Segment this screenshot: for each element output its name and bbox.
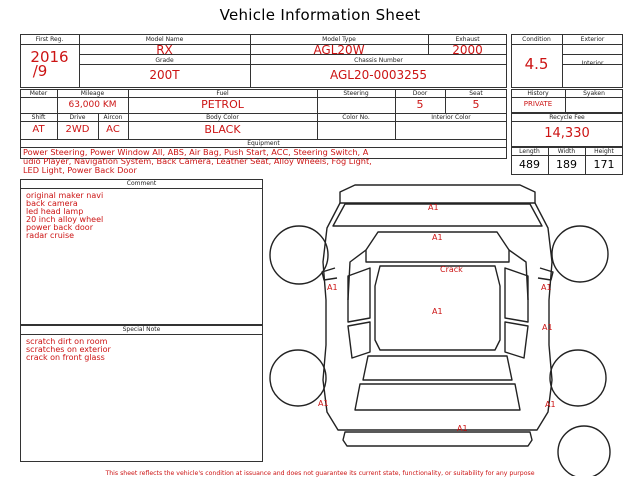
rear-hatch-outline	[355, 384, 520, 410]
comment-line: original maker navi	[26, 191, 104, 200]
length-value: 489	[519, 158, 540, 171]
interior-color-label: Interior Color	[431, 114, 471, 121]
comment-line: radar cruise	[26, 231, 75, 240]
height-value: 171	[593, 158, 615, 171]
damage-right-mid: A1	[542, 323, 553, 332]
aircon-label: Aircon	[103, 114, 123, 121]
special-note-label: Special Note	[122, 326, 161, 333]
left-rear-window	[348, 322, 370, 358]
meter-label: Meter	[29, 90, 48, 97]
exhaust-label: Exhaust	[455, 36, 480, 43]
model-type-value: AGL20W	[313, 43, 365, 57]
comment-line: 20 inch alloy wheel	[26, 215, 104, 224]
fuel-label: Fuel	[216, 90, 229, 97]
rear-glass-outline	[363, 356, 512, 380]
history-label: History	[527, 90, 549, 97]
width-value: 189	[556, 158, 577, 171]
right-rear-window	[505, 322, 528, 358]
comment-line: back camera	[26, 199, 78, 208]
spare-wheel	[558, 426, 610, 476]
damage-rear: A1	[457, 424, 468, 433]
fuel-value: PETROL	[201, 98, 244, 111]
first-reg-label: First Reg.	[35, 36, 64, 43]
door-value: 5	[416, 98, 424, 111]
seat-label: Seat	[469, 90, 483, 97]
shift-label: Shift	[31, 114, 46, 121]
chassis-value: AGL20-0003255	[329, 68, 428, 82]
car-damage-diagram	[266, 180, 640, 476]
right-side-window	[505, 268, 528, 322]
door-label: Door	[412, 90, 428, 97]
disclaimer-footer: This sheet reflects the vehicle's condition at issuance and does not guarantee its current state, functionality, or suitability for any purpose	[105, 470, 535, 477]
seat-value: 5	[472, 98, 480, 111]
damage-right-rear: A1	[545, 400, 556, 409]
chassis-label: Chassis Number	[354, 57, 403, 64]
height-label: Height	[594, 148, 614, 155]
equipment-line-3: LED Light, Power Back Door	[23, 165, 137, 175]
body-color-label: Body Color	[206, 114, 239, 121]
recycle-fee-value: 14,330	[544, 126, 590, 141]
damage-hood: A1	[432, 233, 443, 242]
damage-left-mid: A1	[432, 307, 443, 316]
first-reg-month: /9	[32, 62, 48, 80]
left-side-window	[348, 268, 370, 322]
equipment-line-2: udio Player, Navigation System, Back Camera, Leather Seat, Alloy Wheels, Fog Light,	[23, 156, 372, 166]
rear-right-wheel	[550, 350, 606, 406]
comment-label: Comment	[126, 180, 157, 187]
special-note-line: scratches on exterior	[26, 345, 111, 354]
special-note-line: scratch dirt on room	[26, 337, 108, 346]
front-bumper-outline	[340, 185, 535, 203]
model-name-label: Model Name	[145, 36, 184, 43]
grade-value: 200T	[149, 68, 180, 82]
exterior-label: Exterior	[580, 36, 605, 43]
drive-value: 2WD	[65, 124, 90, 135]
equipment-label: Equipment	[247, 140, 280, 147]
condition-label: Condition	[522, 36, 551, 43]
exhaust-value: 2000	[452, 43, 483, 57]
front-left-wheel	[270, 226, 328, 284]
aircon-value: AC	[106, 124, 120, 135]
shift-value: AT	[32, 124, 45, 135]
rear-bumper-outline	[343, 432, 532, 446]
recycle-fee-label: Recycle Fee	[549, 114, 585, 121]
mileage-label: Mileage	[80, 90, 105, 97]
first-reg-year: 2016	[30, 48, 69, 66]
interior-label: Interior	[581, 60, 604, 67]
condition-value: 4.5	[524, 55, 549, 73]
comment-line: power back door	[26, 223, 93, 232]
history-value: PRIVATE	[523, 100, 553, 108]
front-right-wheel	[552, 226, 608, 282]
damage-windshield: Crack	[440, 265, 463, 274]
drive-label: Drive	[69, 114, 86, 121]
steering-label: Steering	[343, 90, 369, 97]
damage-front-bumper: A1	[428, 203, 439, 212]
color-no-label: Color No.	[342, 114, 370, 121]
damage-left-front: A1	[327, 283, 338, 292]
damage-left-rear: A1	[318, 399, 329, 408]
equipment-line-1: Power Steering, Power Window All, ABS, Air Bag, Push Start, ACC, Steering Switch, A	[23, 147, 369, 157]
grade-label: Grade	[155, 57, 174, 64]
length-label: Length	[519, 148, 540, 155]
model-name-value: RX	[156, 43, 173, 57]
width-label: Width	[557, 148, 576, 155]
damage-right-front: A1	[541, 283, 552, 292]
syaken-label: Syaken	[583, 90, 605, 97]
sheet-title: Vehicle Information Sheet	[219, 6, 421, 24]
comment-line: led head lamp	[26, 207, 84, 216]
special-note-line: crack on front glass	[26, 353, 105, 362]
model-type-label: Model Type	[322, 36, 356, 43]
rear-left-wheel	[270, 350, 326, 406]
mileage-value: 63,000 KM	[68, 100, 117, 110]
body-color-value: BLACK	[204, 123, 241, 136]
